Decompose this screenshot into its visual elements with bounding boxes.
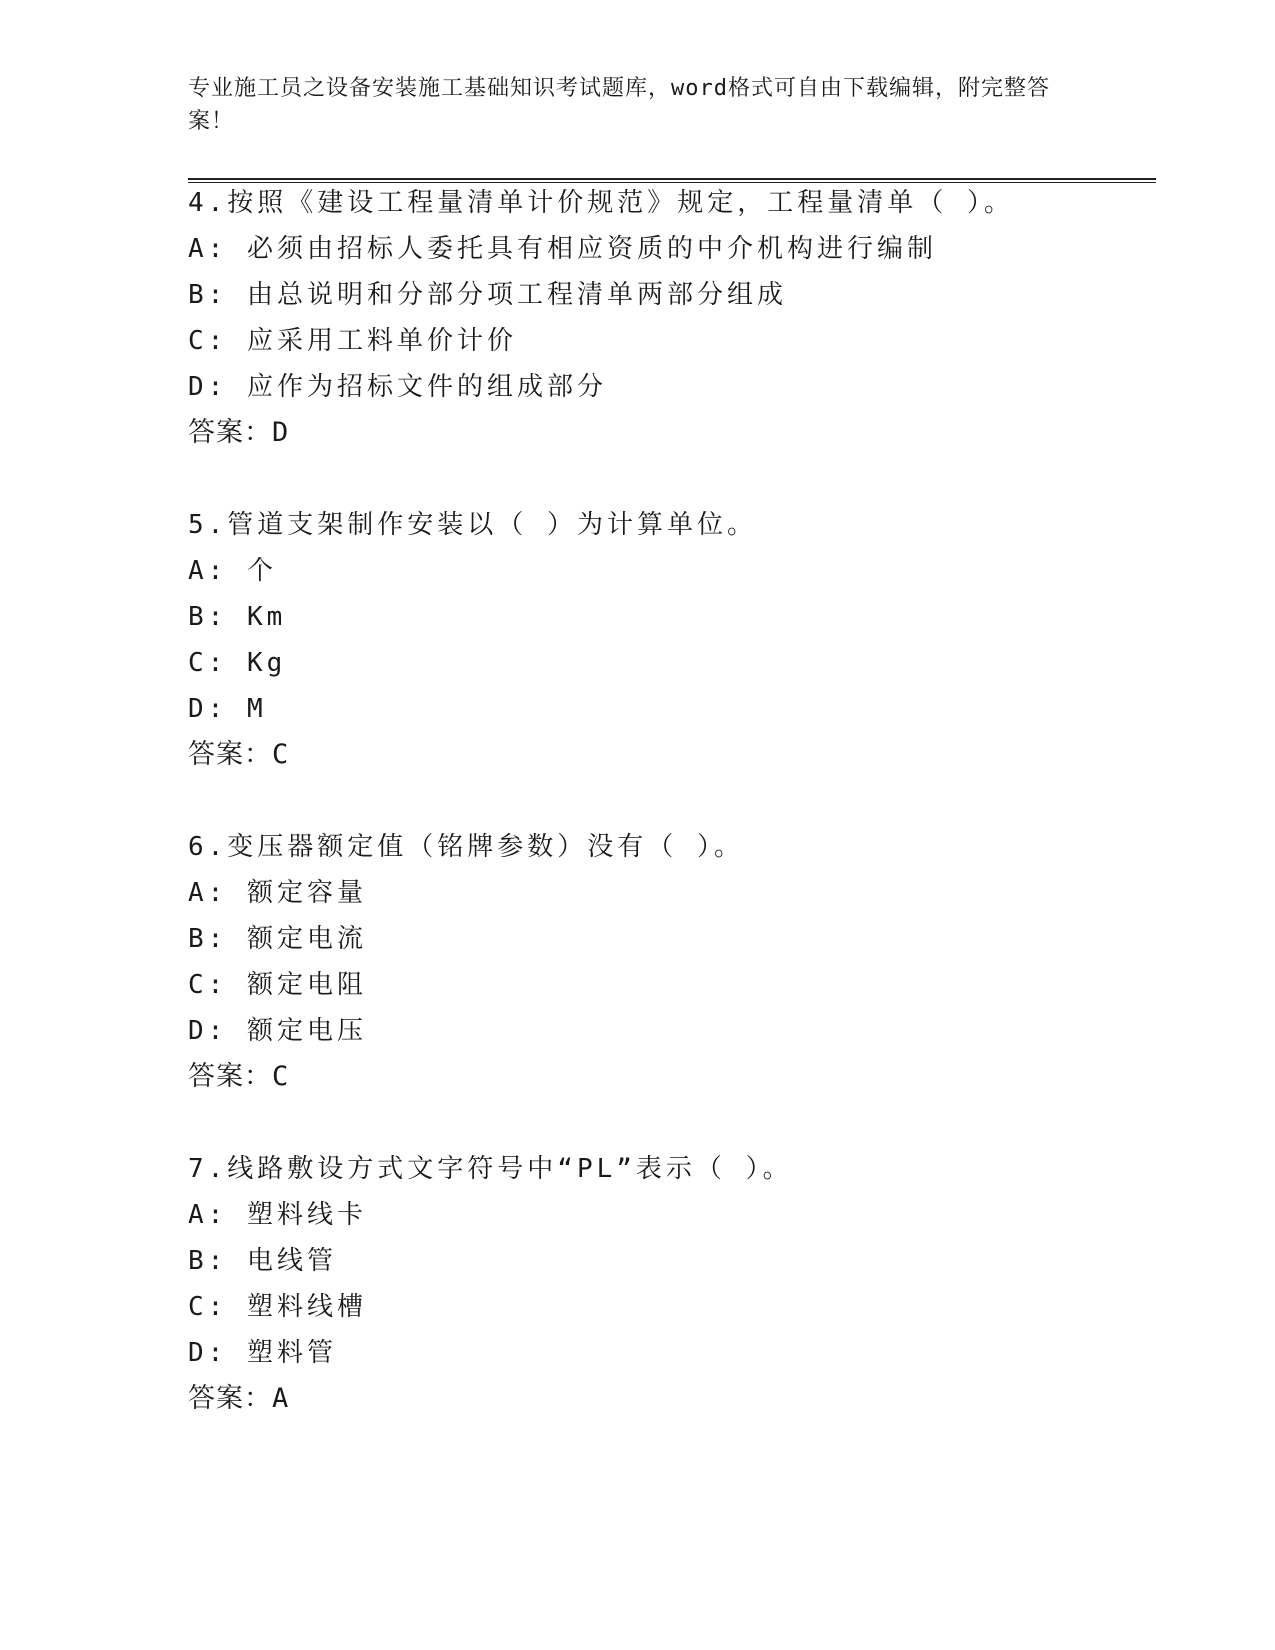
option-a: A: 必须由招标人委托具有相应资质的中介机构进行编制 (188, 234, 937, 264)
option-b: B: 额定电流 (188, 924, 367, 954)
option-a: A: 塑料线卡 (188, 1200, 367, 1230)
document-header: 专业施工员之设备安装施工基础知识考试题库，word格式可自由下载编辑，附完整答案！ (188, 76, 1050, 134)
option-d: D: 应作为招标文件的组成部分 (188, 372, 607, 402)
answer-label: 答案： (188, 1383, 272, 1414)
answer-line (188, 732, 1148, 778)
option-b: B: 电线管 (188, 1246, 337, 1276)
option-d: D: 额定电压 (188, 1016, 367, 1046)
option-b: B: Km (188, 602, 287, 632)
option-c: C: 额定电阻 (188, 970, 367, 1000)
option-d: D: 塑料管 (188, 1338, 337, 1368)
answer-value: C (272, 1061, 290, 1092)
question-stem: 5.管道支架制作安装以（ ）为计算单位。 (188, 510, 757, 540)
answer-line (188, 410, 1148, 456)
answer-label: 答案： (188, 417, 272, 448)
option-c: C: 塑料线槽 (188, 1292, 367, 1322)
option-c: C: 应采用工料单价计价 (188, 326, 517, 356)
option-a: A: 额定容量 (188, 878, 367, 908)
question-7 (188, 1146, 1148, 1422)
question-6 (188, 824, 1148, 1100)
question-stem: 7.线路敷设方式文字符号中“PL”表示（ ）。 (188, 1154, 793, 1184)
option-c: C: Kg (188, 648, 287, 678)
answer-label: 答案： (188, 1061, 272, 1092)
option-b: B: 由总说明和分部分项工程清单两部分组成 (188, 280, 787, 310)
answer-label: 答案： (188, 739, 272, 770)
question-4 (188, 180, 1148, 456)
question-stem: 4.按照《建设工程量清单计价规范》规定，工程量清单（ ）。 (188, 188, 1014, 218)
option-d: D: M (188, 694, 267, 724)
question-5 (188, 502, 1148, 778)
answer-value: D (272, 417, 290, 448)
option-a: A: 个 (188, 556, 277, 586)
answer-value: C (272, 739, 290, 770)
answer-line (188, 1376, 1148, 1422)
answer-line (188, 1054, 1148, 1100)
question-stem: 6.变压器额定值（铭牌参数）没有（ ）。 (188, 832, 744, 862)
answer-value: A (272, 1383, 290, 1414)
